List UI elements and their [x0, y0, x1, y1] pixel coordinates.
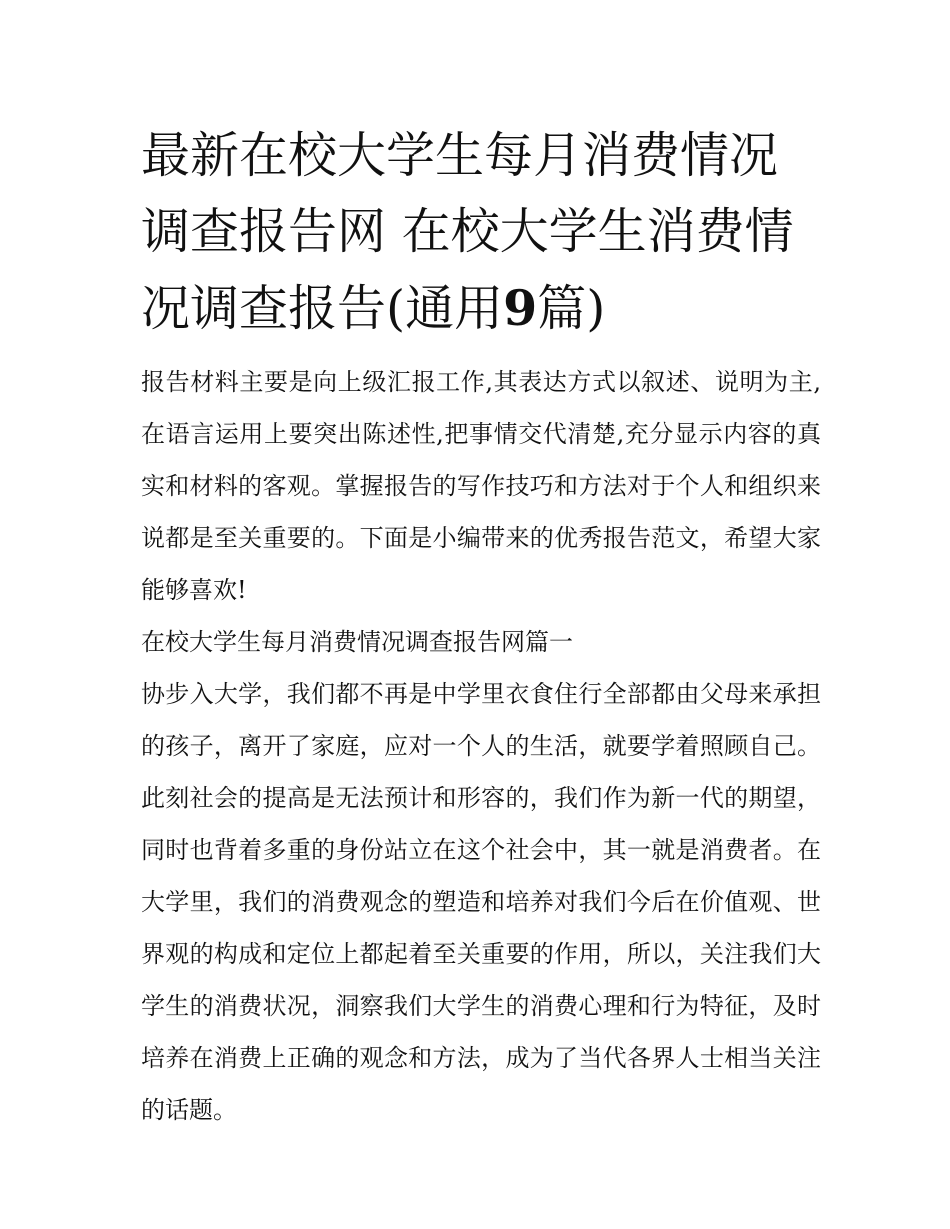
- section-paragraph: 协步入大学，我们都不再是中学里衣食住行全部都由父母来承担的孩子，离开了家庭，应对一个人的生活，就要学着照顾自己。此刻社会的提高是无法预计和形容的，我们作为新一代的期望，同时也背着多重的身份站立在这个社会中，其一就是消费者。在大学里，我们的消费观念的塑造和培养对我们今后在价值观、世界观的构成和定位上都起着至关重要的作用，所以，关注我们大学生的消费状况，洞察我们大学生的消费心理和行为特征，及时培养在消费上正确的观念和方法，成为了当代各界人士相当关注的话题。: [141, 680, 821, 1124]
- title-text-part2: 篇): [537, 280, 606, 337]
- title-text-part1: 最新在校大学生每月消费情况调查报告网 在校大学生消费情况调查报告(通用: [141, 127, 794, 337]
- intro-paragraph: 报告材料主要是向上级汇报工作,其表达方式以叙述、说明为主,在语言运用上要突出陈述性,把事情交代清楚,充分显示内容的真实和材料的客观。掌握报告的写作技巧和方法对于个人和组织来说都是至关重要的。下面是小编带来的优秀报告范文，希望大家能够喜欢!: [141, 368, 821, 604]
- document-title: [141, 118, 821, 347]
- title-number: 9: [503, 279, 538, 337]
- document-body: [141, 356, 821, 1136]
- section-heading: 在校大学生每月消费情况调查报告网篇一: [141, 628, 573, 656]
